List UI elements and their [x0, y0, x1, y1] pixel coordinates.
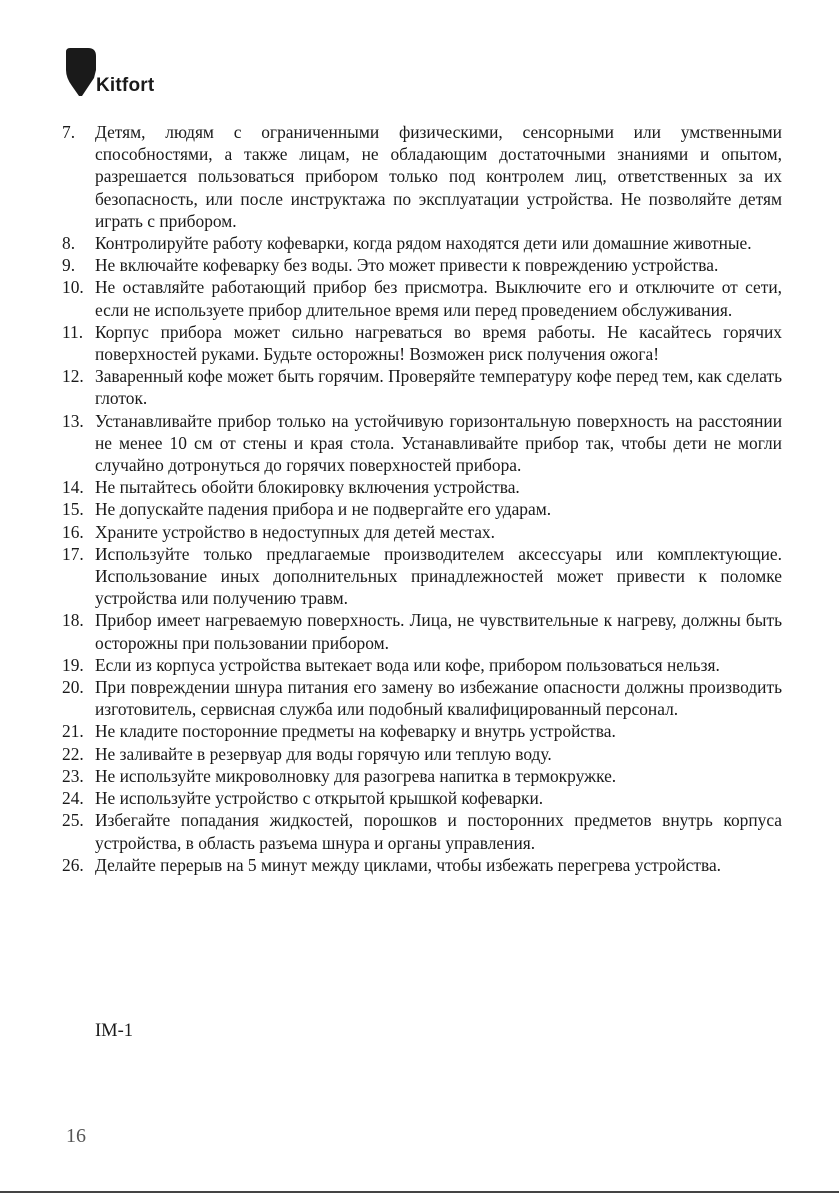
item-text: Используйте только предлагаемые производителем аксессуары или комплектующие. Использование иных дополнительных принадлежностей может привести к поломке устройства или получению травм.	[95, 543, 782, 609]
item-number: 18.	[62, 610, 84, 631]
list-item	[62, 809, 782, 853]
list-item	[62, 254, 782, 276]
safety-instructions-list	[62, 121, 782, 876]
item-text: Корпус прибора может сильно нагреваться во время работы. Не касайтесь горячих поверхностей руками. Будьте осторожны! Возможен риск получения ожога!	[95, 321, 782, 365]
list-item	[62, 232, 782, 254]
item-text: Контролируйте работу кофеварки, когда рядом находятся дети или домашние животные.	[95, 233, 752, 254]
item-number: 20.	[62, 677, 84, 698]
list-item	[62, 543, 782, 610]
item-text: Не заливайте в резервуар для воды горячую или теплую воду.	[95, 743, 552, 764]
list-item	[62, 498, 782, 520]
item-text: Не кладите посторонние предметы на кофеварку и внутрь устройства.	[95, 721, 616, 742]
brand-logo	[66, 48, 176, 98]
list-item	[62, 410, 782, 477]
list-item	[62, 121, 782, 232]
item-number: 15.	[62, 499, 84, 520]
brand-name: Kitfort	[96, 75, 155, 96]
list-item	[62, 321, 782, 365]
item-number: 21.	[62, 721, 84, 742]
kitfort-logo-icon	[66, 48, 96, 100]
item-number: 26.	[62, 854, 84, 875]
item-text: Прибор имеет нагреваемую поверхность. Лица, не чувствительные к нагреву, должны быть осторожны при пользовании прибором.	[95, 610, 782, 653]
item-text: Детям, людям с ограниченными физическими, сенсорными или умственными способностями, а также лицам, не обладающим достаточными знаниями и опытом, разрешается пользоваться прибором только под контролем лиц, ответственных за их безопасность, или после инструктажа по эксплуатации устройства. Не позволяйте детям играть с прибором.	[95, 122, 782, 231]
item-number: 9.	[62, 255, 76, 276]
item-text: При повреждении шнура питания его замену во избежание опасности должны производить изготовитель, сервисная служба или подобный квалифицированный персонал.	[95, 677, 782, 720]
list-item	[62, 765, 782, 787]
list-item	[62, 521, 782, 543]
item-number: 17.	[62, 543, 84, 564]
item-text: Не используйте устройство с открытой крышкой кофеварки.	[95, 788, 544, 809]
item-text: Не включайте кофеварку без воды. Это может привести к повреждению устройства.	[95, 255, 719, 276]
list-item	[62, 787, 782, 809]
item-text: Делайте перерыв на 5 минут между циклами, чтобы избежать перегрева устройства.	[95, 854, 722, 875]
item-number: 19.	[62, 654, 84, 675]
list-item	[62, 276, 782, 320]
list-item	[62, 720, 782, 742]
item-text: Не допускайте падения прибора и не подвергайте его ударам.	[95, 499, 552, 520]
list-item	[62, 609, 782, 653]
item-number: 22.	[62, 743, 84, 764]
bottom-divider	[0, 1191, 839, 1193]
list-item	[62, 854, 782, 876]
list-item	[62, 476, 782, 498]
item-text: Избегайте попадания жидкостей, порошков и посторонних предметов внутрь корпуса устройства, в область разъема шнура и органы управления.	[95, 810, 782, 853]
list-item	[62, 676, 782, 720]
item-number: 23.	[62, 765, 84, 786]
page-number: 16	[66, 1125, 86, 1147]
item-text: Не используйте микроволновку для разогрева напитка в термокружке.	[95, 765, 617, 786]
list-item	[62, 365, 782, 409]
item-number: 13.	[62, 410, 84, 431]
item-text: Если из корпуса устройства вытекает вода или кофе, прибором пользоваться нельзя.	[95, 654, 720, 675]
item-number: 16.	[62, 521, 84, 542]
item-text: Заваренный кофе может быть горячим. Проверяйте температуру кофе перед тем, как сделать глоток.	[95, 366, 782, 409]
item-number: 8.	[62, 233, 76, 254]
item-number: 10.	[62, 277, 84, 298]
item-number: 14.	[62, 477, 84, 498]
model-code: IM-1	[95, 1021, 134, 1041]
item-number: 12.	[62, 366, 84, 387]
item-number: 25.	[62, 810, 84, 831]
item-text: Устанавливайте прибор только на устойчивую горизонтальную поверхность на расстоянии не менее 10 см от стены и края стола. Устанавливайте прибор так, чтобы дети не могли случайно дотронуться до горячих поверхностей прибора.	[95, 410, 782, 476]
item-text: Не пытайтесь обойти блокировку включения устройства.	[95, 477, 520, 498]
item-number: 11.	[62, 321, 84, 342]
item-text: Храните устройство в недоступных для детей местах.	[95, 521, 495, 542]
item-number: 24.	[62, 788, 84, 809]
list-item	[62, 743, 782, 765]
list-item	[62, 654, 782, 676]
item-number: 7.	[62, 122, 76, 142]
item-text: Не оставляйте работающий прибор без присмотра. Выключите его и отключите от сети, если не используете прибор длительное время или перед проведением обслуживания.	[95, 277, 782, 320]
